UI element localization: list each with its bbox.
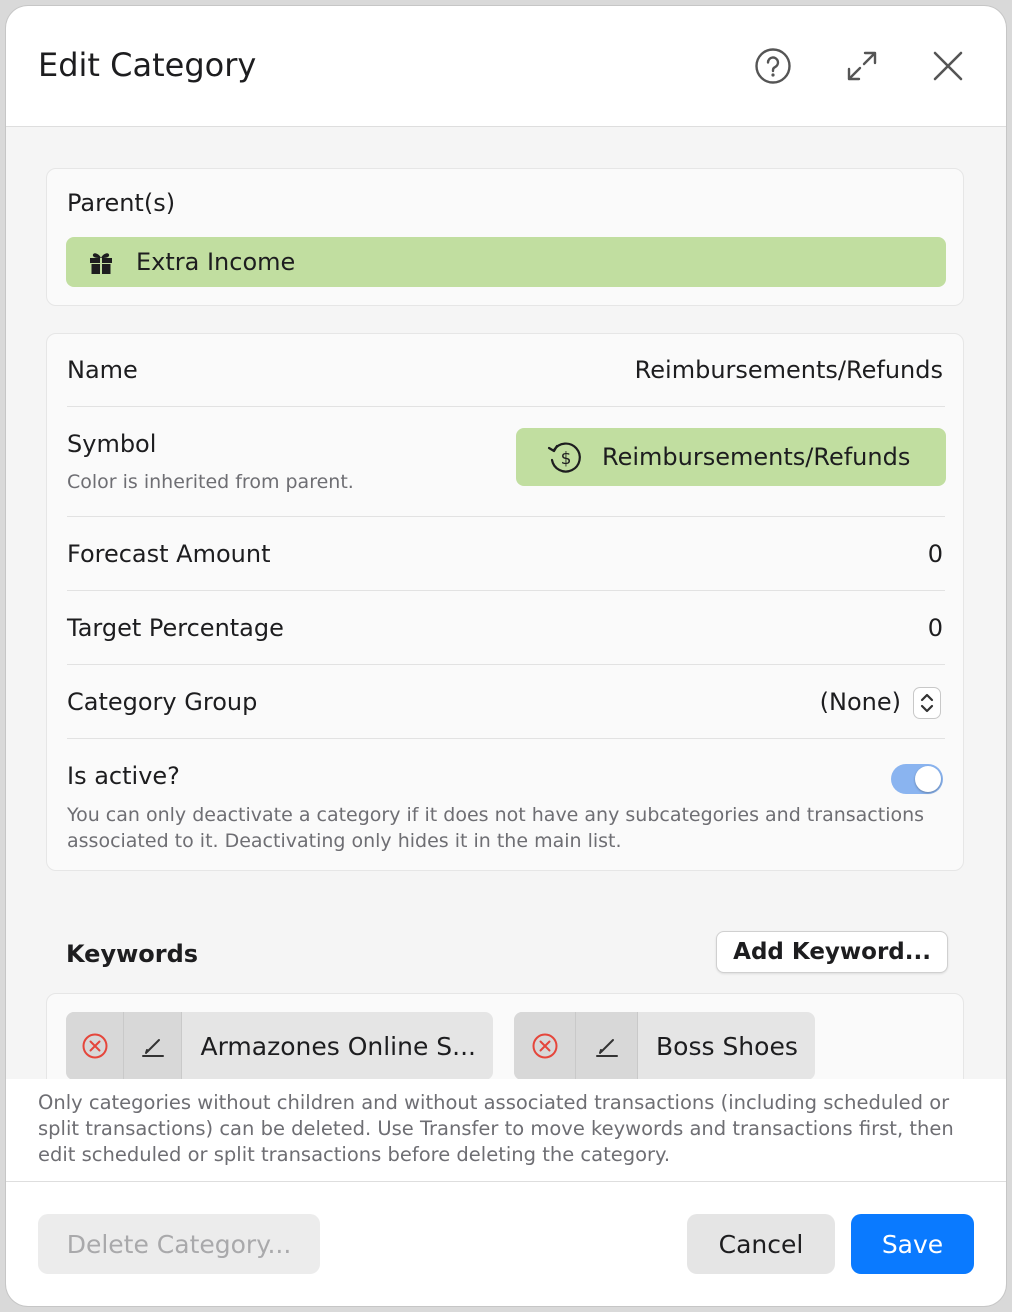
dialog-header (6, 6, 1006, 127)
keyword-text: Boss Shoes (656, 1031, 798, 1061)
divider (67, 516, 945, 517)
delete-category-button[interactable]: Delete Category... (38, 1214, 320, 1274)
symbol-picker-button[interactable] (516, 428, 946, 486)
remove-keyword-icon[interactable] (514, 1012, 576, 1079)
fields-card (46, 333, 964, 871)
symbol-picker-label: Reimbursements/Refunds (602, 443, 911, 471)
group-select-value[interactable]: (None) (819, 688, 901, 716)
symbol-hint: Color is inherited from parent. (67, 471, 354, 493)
close-icon[interactable] (928, 46, 968, 86)
footer-divider (6, 1181, 1006, 1182)
forecast-label: Forecast Amount (67, 540, 271, 568)
symbol-label: Symbol (67, 430, 157, 458)
dialog-body (6, 127, 1006, 1079)
edit-keyword-icon[interactable] (124, 1012, 182, 1079)
active-label: Is active? (67, 762, 180, 790)
edit-keyword-icon[interactable] (576, 1012, 638, 1079)
target-field[interactable]: 0 (927, 614, 943, 642)
active-toggle[interactable] (891, 764, 943, 794)
expand-icon[interactable] (842, 46, 882, 86)
edit-category-dialog (6, 6, 1006, 1306)
svg-text:$: $ (560, 449, 572, 469)
help-icon[interactable] (753, 46, 793, 86)
forecast-field[interactable]: 0 (927, 540, 943, 568)
divider (67, 664, 945, 665)
divider (67, 590, 945, 591)
parents-label: Parent(s) (67, 189, 176, 217)
group-select-stepper-icon[interactable] (913, 687, 941, 719)
keyword-chip (66, 1012, 493, 1079)
remove-keyword-icon[interactable] (66, 1012, 124, 1079)
divider (67, 738, 945, 739)
name-label: Name (67, 356, 138, 384)
add-keyword-button[interactable]: Add Keyword... (716, 931, 948, 973)
divider (67, 406, 945, 407)
delete-note: Only categories without children and without associated transactions (including scheduled or split transactions) can be deleted. Use Transfer to move keywords and transactions first, then edit scheduled or split transactions before deleting the category. (38, 1091, 954, 1166)
keywords-title: Keywords (66, 940, 199, 968)
parent-category-pill[interactable] (66, 237, 946, 287)
keyword-text: Armazones Online S... (200, 1031, 476, 1061)
dollar-refund-icon (546, 438, 584, 476)
keywords-list (46, 993, 964, 1079)
gift-icon (88, 248, 116, 276)
keyword-chip (514, 1012, 815, 1079)
name-field[interactable]: Reimbursements/Refunds (634, 356, 943, 384)
save-button[interactable]: Save (851, 1214, 974, 1274)
cancel-button[interactable]: Cancel (687, 1214, 835, 1274)
dialog-title: Edit Category (38, 46, 257, 84)
parent-category-name: Extra Income (136, 248, 296, 276)
active-hint: You can only deactivate a category if it does not have any subcategories and transactions associated to it. Deactivating only hides it in the main list. (67, 804, 925, 852)
toggle-knob (915, 766, 941, 792)
target-label: Target Percentage (67, 614, 284, 642)
group-label: Category Group (67, 688, 258, 716)
parents-card (46, 168, 964, 306)
